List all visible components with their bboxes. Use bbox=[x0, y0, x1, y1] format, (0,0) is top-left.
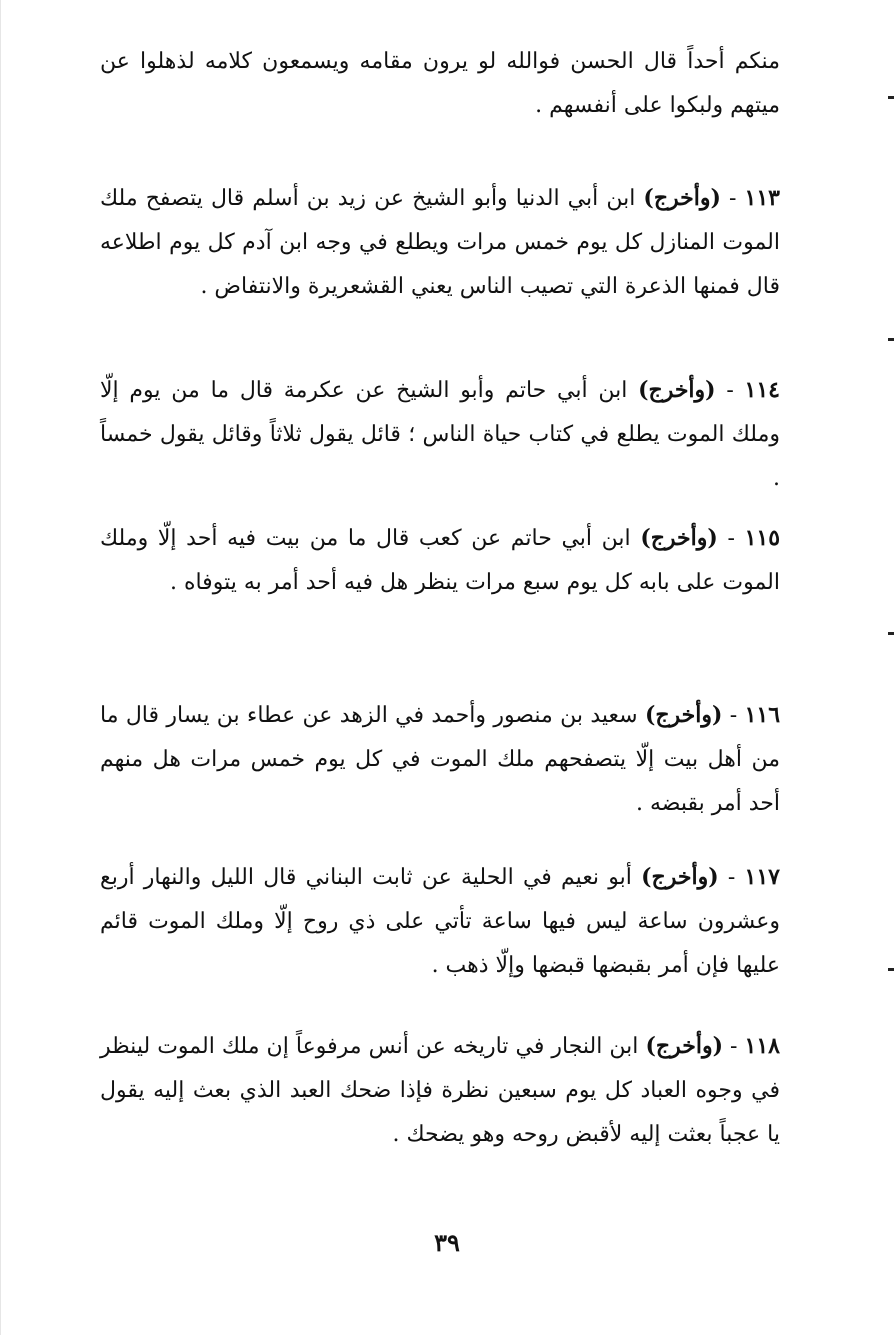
entry-number: ١١٣ bbox=[744, 185, 780, 211]
margin-mark bbox=[888, 96, 894, 99]
entry-115 bbox=[100, 516, 780, 605]
entry-keyword: (وأخرج) bbox=[640, 525, 718, 551]
entry-dash: - bbox=[717, 526, 735, 551]
entry-keyword: (وأخرج) bbox=[644, 702, 723, 728]
entry-text: سعيد بن منصور وأحمد في الزهد عن عطاء بن يسار قال ما من أهل بيت إلّا يتصفحهم ملك الموت في كل يوم خمس مرات هل منهم أحد أمر بقبضه . bbox=[100, 703, 780, 816]
margin-mark bbox=[888, 968, 894, 971]
entry-116 bbox=[100, 693, 780, 826]
entry-text: أبو نعيم في الحلية عن ثابت البناني قال الليل والنهار أربع وعشرون ساعة ليس فيها ساعة تأتي على ذي روح إلّا وملك الموت قائم عليها فإن أمر بقبضها قبضها وإلّا ذهب . bbox=[100, 865, 780, 978]
page-edge-line bbox=[0, 0, 1, 1335]
entry-text: ابن أبي الدنيا وأبو الشيخ عن زيد بن أسلم قال يتصفح ملك الموت المنازل كل يوم خمس مرات ويطلع في وجه ابن آدم كل يوم اطلاعه قال فمنها الذعرة التي تصيب الناس يعني القشعريرة والانتفاض . bbox=[100, 186, 780, 299]
entry-text: ابن النجار في تاريخه عن أنس مرفوعاً إن ملك الموت لينظر في وجوه العباد كل يوم سبعين نظرة فإذا ضحك العبد الذي بعث إليه يقول يا عجباً بعثت إليه لأقبض روحه وهو يضحك . bbox=[100, 1034, 780, 1147]
entry-113 bbox=[100, 176, 780, 309]
entry-keyword: (وأخرج) bbox=[641, 864, 719, 890]
entry-keyword: (وأخرج) bbox=[643, 185, 721, 211]
entry-number: ١١٥ bbox=[744, 525, 781, 551]
opening-paragraph bbox=[100, 40, 780, 128]
entry-text: ابن أبي حاتم عن كعب قال ما من بيت فيه أحد إلّا وملك الموت على بابه كل يوم سبع مرات ينظر هل فيه أحد أمر به يتوفاه . bbox=[100, 526, 780, 595]
page-number: ٣٩ bbox=[434, 1228, 460, 1257]
entry-dash: - bbox=[720, 186, 737, 211]
entry-number: ١١٨ bbox=[744, 1033, 780, 1059]
entry-dash: - bbox=[715, 378, 734, 403]
entry-number: ١١٦ bbox=[744, 702, 781, 728]
entry-number: ١١٧ bbox=[744, 864, 780, 890]
margin-mark bbox=[888, 632, 894, 635]
entry-keyword: (وأخرج) bbox=[638, 377, 716, 403]
entry-keyword: (وأخرج) bbox=[645, 1033, 723, 1059]
entry-117 bbox=[100, 855, 780, 988]
entry-dash: - bbox=[718, 865, 736, 890]
entry-text: ابن أبي حاتم وأبو الشيخ عن عكرمة قال ما من يوم إلّا وملك الموت يطلع في كتاب حياة الناس ؛ قائل يقول ثلاثاً وقائل يقول خمساً . bbox=[100, 378, 780, 491]
opening-text: منكم أحداً قال الحسن فوالله لو يرون مقامه ويسمعون كلامه لذهلوا عن ميتهم ولبكوا على أنفسهم . bbox=[100, 49, 780, 118]
entry-114 bbox=[100, 368, 780, 501]
entry-dash: - bbox=[722, 1034, 738, 1059]
margin-mark bbox=[888, 338, 894, 341]
entry-number: ١١٤ bbox=[744, 377, 780, 403]
entry-dash: - bbox=[722, 703, 738, 728]
entry-118 bbox=[100, 1024, 780, 1157]
